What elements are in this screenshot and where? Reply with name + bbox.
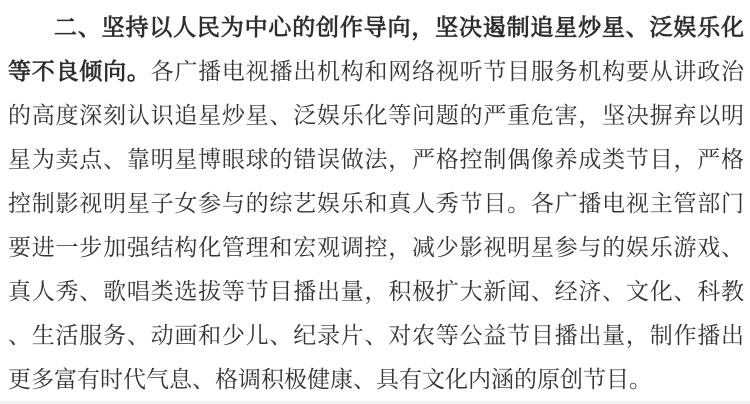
article-paragraph — [8, 0, 744, 402]
paragraph-line — [8, 270, 744, 314]
text-segment: 的高度深刻认识追星炒星、泛娱乐化等问题的严重危害，坚决摒弃以明 — [8, 103, 744, 129]
text-segment: 控制影视明星子女参与的综艺娱乐和真人秀节目。各广播电视主管部门 — [8, 191, 744, 217]
text-segment: 各广播电视播出机构和网络视听节目服务机构要从讲政治 — [150, 59, 744, 85]
paragraph-line — [8, 138, 744, 182]
text-segment: 、生活服务、动画和少儿、纪录片、对农等公益节目播出量，制作播出 — [8, 323, 744, 349]
text-segment: 星为卖点、靠明星博眼球的错误做法，严格控制偶像养成类节目，严格 — [8, 147, 744, 173]
paragraph-line — [8, 182, 744, 226]
paragraph-line — [8, 226, 744, 270]
paragraph-line — [8, 6, 744, 50]
text-segment-bold: 二、坚持以人民为中心的创作导向，坚决遏制追星炒星、泛娱乐化 — [54, 15, 744, 41]
text-segment: 要进一步加强结构化管理和宏观调控，减少影视明星参与的娱乐游戏、 — [8, 235, 744, 261]
paragraph-line — [8, 50, 744, 94]
paragraph-line — [8, 314, 744, 358]
paragraph-line — [8, 94, 744, 138]
text-segment-bold: 等不良倾向。 — [8, 59, 151, 85]
text-segment: 更多富有时代气息、格调积极健康、具有文化内涵的原创节目。 — [8, 367, 652, 393]
text-segment: 真人秀、歌唱类选拔等节目播出量，积极扩大新闻、经济、文化、科教 — [8, 279, 744, 305]
paragraph-line — [8, 358, 744, 402]
